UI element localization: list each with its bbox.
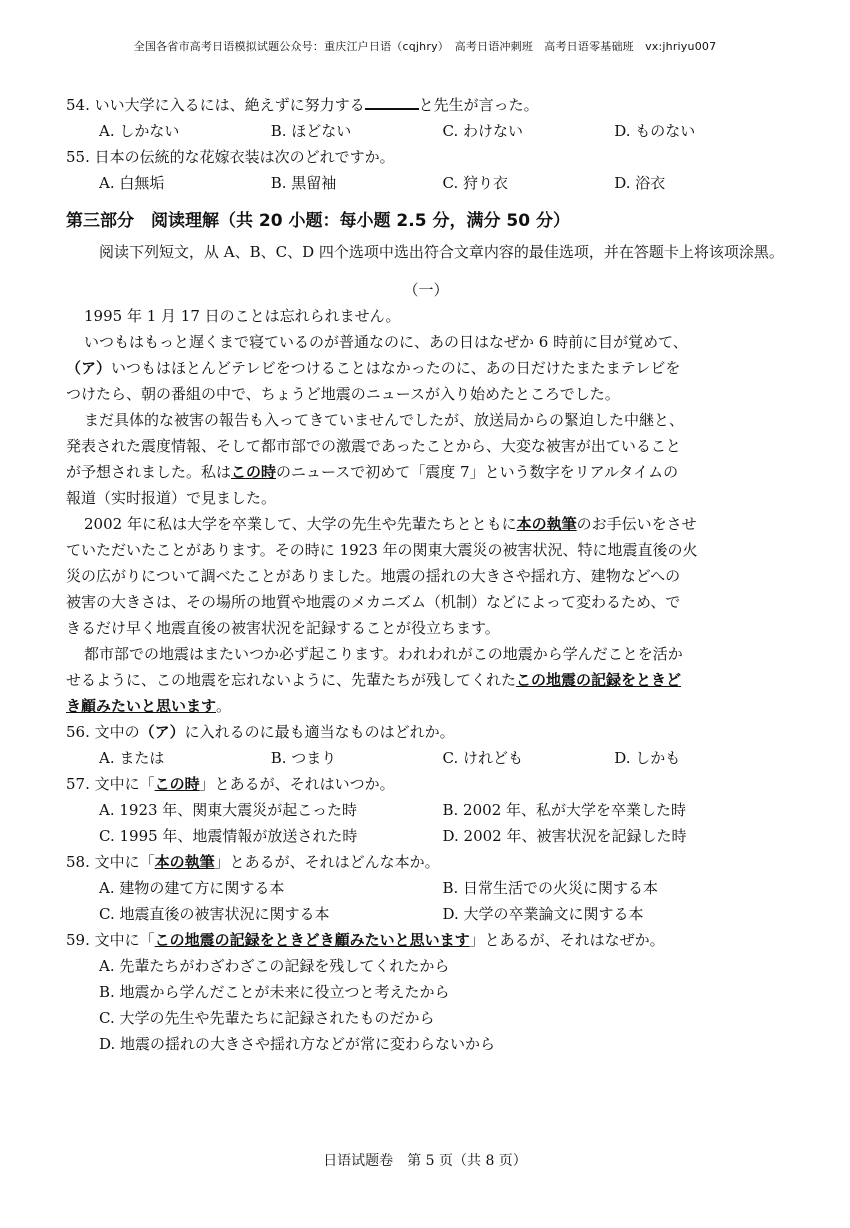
- question-59-stem: 59. 文中に「この地震の記録をときどき顧みたいと思います」とあるが、それはなぜか。: [66, 931, 665, 949]
- underlined-phrase: 本の執筆: [516, 515, 577, 533]
- option-b: B. 地震から学んだことが未来に役立つと考えたから: [99, 983, 450, 1001]
- passage-line: 都市部での地震はまたいつか必ず起こります。われわれがこの地震から学んだことを活か: [84, 645, 683, 663]
- option-a: A. 先輩たちがわざわざこの記録を残してくれたから: [99, 957, 450, 975]
- blank-marker: （ア）: [139, 723, 185, 741]
- page-content: [66, 92, 786, 1057]
- passage-line: 被害の大きさは、その場所の地質や地震のメカニズム（机制）などによって変わるため、で: [66, 593, 681, 611]
- passage-line: 発表された震度情報、そして都市部での激震であったことから、大変な被害が出ていること: [66, 437, 681, 455]
- question-54-stem: 54. いい大学に入るには、絶えずに努力する と先生が言った。: [66, 96, 539, 114]
- question-57-options-row2: [66, 823, 786, 849]
- option-a: A. または: [99, 749, 165, 767]
- question-58-stem: 58. 文中に「本の執筆」とあるが、それはどんな本か。: [66, 853, 440, 871]
- section-title: 第三部分 阅读理解（共 20 小题：每小题 2.5 分，满分 50 分）: [66, 211, 570, 231]
- section-instruction: 阅读下列短文，从 A、B、C、D 四个选项中选出符合文章内容的最佳选项，并在答题卡上将该项涂黑。: [99, 243, 784, 261]
- underlined-phrase: この時: [154, 775, 200, 793]
- question-58-options-row2: [66, 901, 786, 927]
- option-c: C. 地震直後の被害状況に関する本: [99, 905, 330, 923]
- option-c: C. 1995 年、地震情報が放送された時: [99, 827, 358, 845]
- option-c: C. 狩り衣: [442, 174, 508, 192]
- passage-line: つけたら、朝の番組の中で、ちょうど地震のニュースが入り始めたところでした。: [66, 385, 620, 403]
- option-b: B. 2002 年、私が大学を卒業した時: [442, 801, 687, 819]
- option-d: D. しかも: [614, 749, 681, 767]
- passage-line: （ア）いつもはほとんどテレビをつけることはなかったのに、あの日だけたまたまテレビを: [66, 359, 681, 377]
- option-b: B. 黒留袖: [270, 174, 337, 192]
- passage-line: 1995 年 1 月 17 日のことは忘れられません。: [84, 307, 401, 325]
- option-c: C. けれども: [442, 749, 523, 767]
- blank-marker: （ア）: [66, 359, 112, 377]
- underlined-phrase: この時: [231, 463, 277, 481]
- passage-line: 2002 年に私は大学を卒業して、大学の先生や先輩たちとともに本の執筆のお手伝いをさせ: [84, 515, 697, 533]
- option-c: C. わけない: [442, 122, 523, 140]
- passage-line: が予想されました。私はこの時のニュースで初めて「震度 7」という数字をリアルタイムの: [66, 463, 679, 481]
- passage-line: まだ具体的な被害の報告も入ってきていませんでしたが、放送局からの緊迫した中継と、: [84, 411, 685, 429]
- underlined-phrase: 本の執筆: [154, 853, 215, 871]
- option-a: A. 建物の建て方に関する本: [99, 879, 285, 897]
- question-58-options-row1: [66, 875, 786, 901]
- option-d: D. ものない: [614, 122, 696, 140]
- underlined-phrase: き顧みたいと思います: [66, 697, 217, 715]
- passage-line: 報道（实时报道）で見ました。: [66, 489, 277, 507]
- option-d: D. 浴衣: [614, 174, 666, 192]
- passage-line: ていただいたことがあります。その時に 1923 年の関東大震災の被害状況、特に地震直後の火: [66, 541, 698, 559]
- option-b: B. つまり: [270, 749, 337, 767]
- option-d: D. 地震の揺れの大きさや揺れ方などが常に変わらないから: [99, 1035, 496, 1053]
- passage-line: きるだけ早く地震直後の被害状況を記録することが役立ちます。: [66, 619, 500, 637]
- passage-line: せるように、この地震を忘れないように、先輩たちが残してくれたこの地震の記録をときど: [66, 671, 682, 689]
- option-d: D. 2002 年、被害状況を記録した時: [442, 827, 687, 845]
- page-header: 全国各省市高考日语模拟试题公众号：重庆江户日语（cqjhry） 高考日语冲刺班 高考日语零基础班 vx:jhriyu007: [133, 40, 717, 53]
- question-56-stem: 56. 文中の（ア）に入れるのに最も適当なものはどれか。: [66, 723, 455, 741]
- passage-number: （一）: [403, 281, 449, 299]
- option-a: A. 1923 年、関東大震災が起こった時: [99, 801, 358, 819]
- option-d: D. 大学の卒業論文に関する本: [442, 905, 644, 923]
- option-b: B. 日常生活での火災に関する本: [442, 879, 659, 897]
- question-57-stem: 57. 文中に「この時」とあるが、それはいつか。: [66, 775, 395, 793]
- underlined-phrase: この地震の記録をときどき顧みたいと思います: [154, 931, 470, 949]
- answer-blank: [365, 94, 419, 110]
- question-55-stem: 55. 日本の伝統的な花嫁衣装は次のどれですか。: [66, 148, 395, 166]
- passage-line: いつもはもっと遅くまで寝ているのが普通なのに、あの日はなぜか 6 時前に目が覚めて、: [84, 333, 688, 351]
- option-a: A. 白無垢: [99, 174, 165, 192]
- option-a: A. しかない: [99, 122, 180, 140]
- question-55-options: [66, 170, 786, 196]
- passage-line: き顧みたいと思います。: [66, 697, 232, 715]
- page-footer: 日语试题卷 第 5 页（共 8 页）: [323, 1153, 527, 1169]
- underlined-phrase: この地震の記録をときど: [516, 671, 682, 689]
- passage-line: 災の広がりについて調べたことがありました。地震の揺れの大きさや揺れ方、建物などへの: [66, 567, 681, 585]
- question-54-options: [66, 118, 786, 144]
- option-b: B. ほどない: [270, 122, 352, 140]
- question-56-options: [66, 745, 786, 771]
- option-c: C. 大学の先生や先輩たちに記録されたものだから: [99, 1009, 435, 1027]
- question-57-options-row1: [66, 797, 786, 823]
